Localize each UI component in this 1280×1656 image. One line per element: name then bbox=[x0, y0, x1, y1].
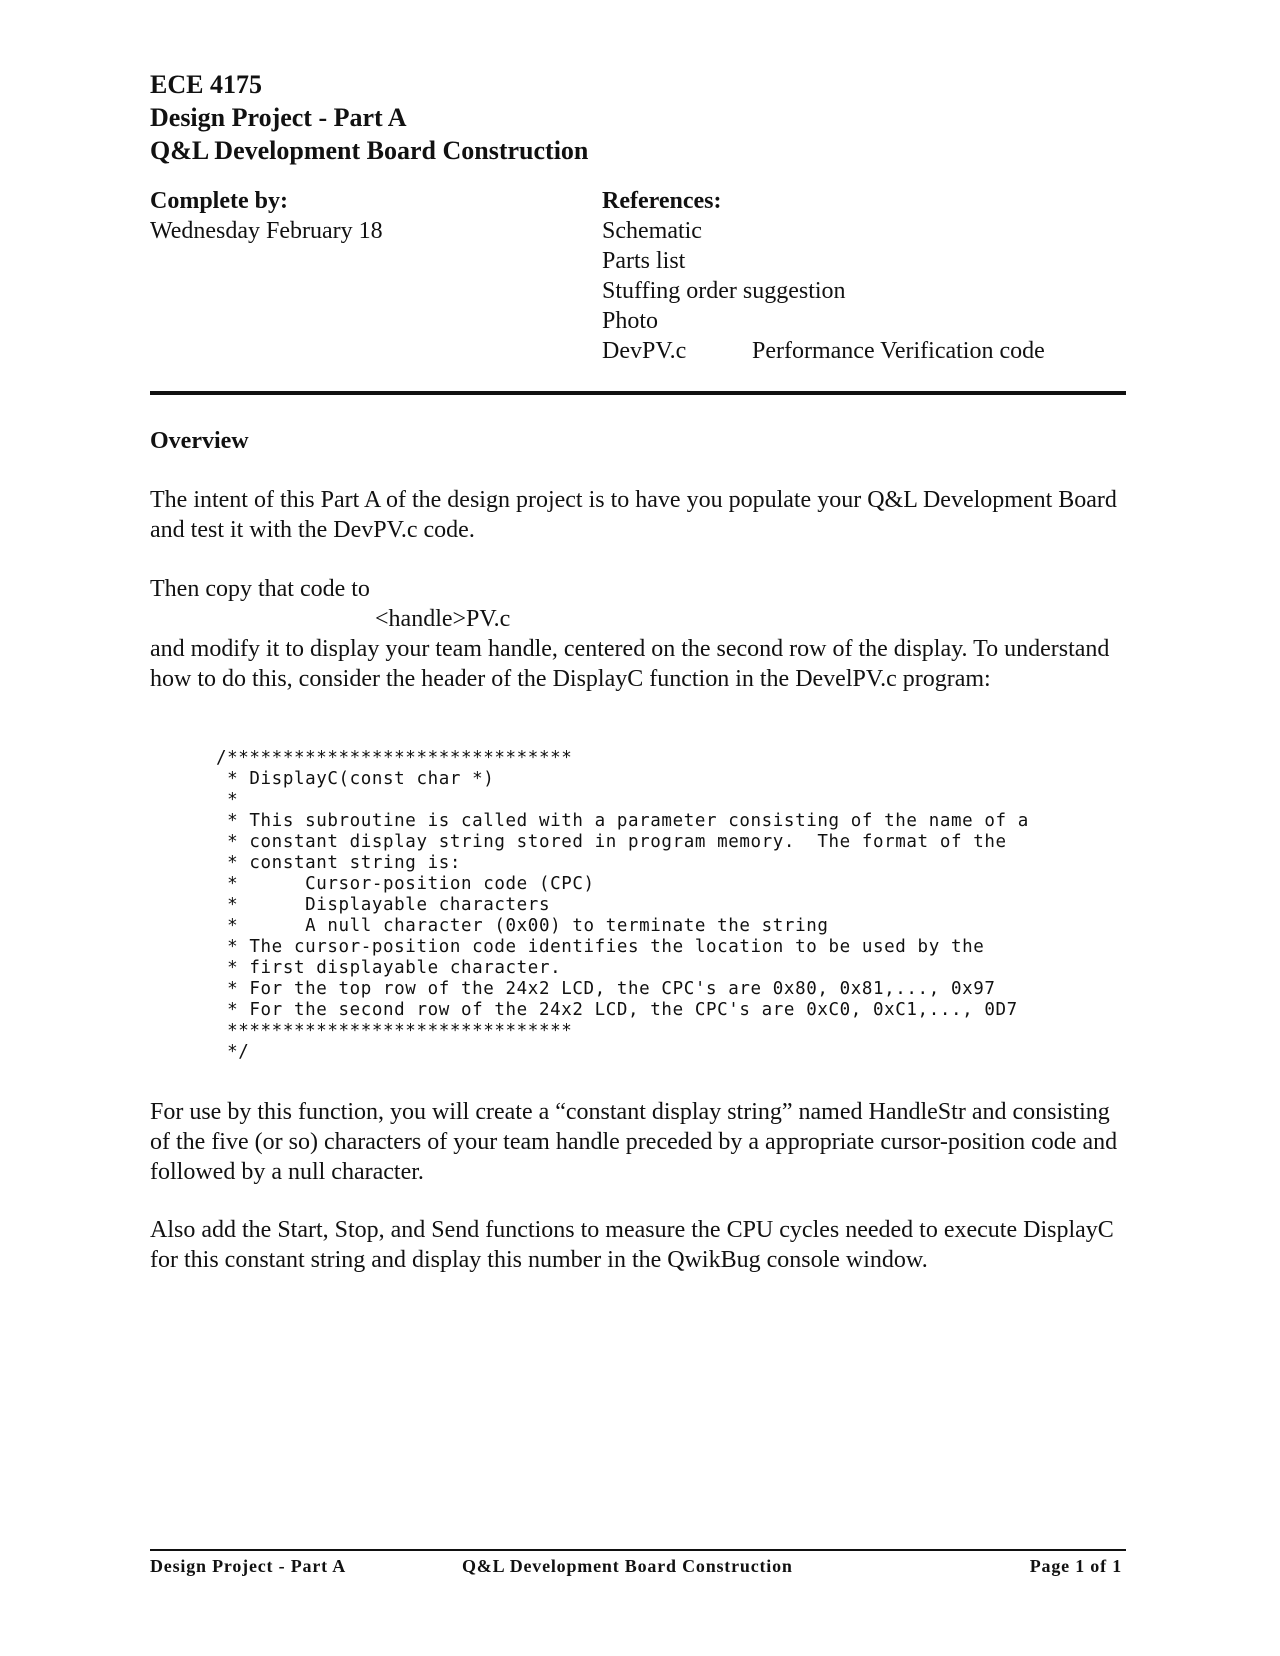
cycle-measure-paragraph: Also add the Start, Stop, and Send functions to measure the CPU cycles needed to execute DisplayC for this constant string and display this number in the QwikBug console window. bbox=[150, 1217, 1114, 1273]
document-title bbox=[150, 68, 588, 167]
footer-page-number: Page 1 of 1 bbox=[1029, 1556, 1122, 1576]
reference-name: Photo bbox=[602, 308, 659, 334]
reference-description: Performance Verification code bbox=[752, 338, 1045, 364]
complete-by-label: Complete by: bbox=[150, 188, 288, 214]
course-number: ECE 4175 bbox=[150, 70, 262, 99]
header-divider bbox=[150, 391, 1126, 395]
reference-name: Parts list bbox=[602, 248, 686, 274]
reference-item bbox=[602, 306, 1045, 336]
project-title: Design Project - Part A bbox=[150, 103, 407, 132]
modify-instruction: and modify it to display your team handle, centered on the second row of the display. To understand how to do this, consider the header of the DisplayC function in the DevelPV.c program: bbox=[150, 636, 1110, 692]
reference-name: DevPV.c bbox=[602, 338, 687, 364]
references-section bbox=[602, 186, 1045, 366]
reference-item bbox=[602, 246, 1045, 276]
reference-name: Schematic bbox=[602, 218, 702, 244]
target-filename: <handle>PV.c bbox=[375, 606, 511, 632]
project-subtitle: Q&L Development Board Construction bbox=[150, 136, 589, 165]
footer-left: Design Project - Part A bbox=[150, 1556, 347, 1576]
references-label: References: bbox=[602, 188, 722, 214]
footer-center: Q&L Development Board Construction bbox=[462, 1556, 793, 1576]
copy-instruction: Then copy that code to bbox=[150, 576, 370, 602]
footer-divider bbox=[150, 1549, 1126, 1551]
reference-item bbox=[602, 276, 1045, 306]
complete-by-section bbox=[150, 186, 383, 246]
reference-item bbox=[602, 336, 1045, 366]
intro-paragraph: The intent of this Part A of the design project is to have you populate your Q&L Development Board and test it with the DevPV.c code. bbox=[150, 487, 1117, 543]
due-date: Wednesday February 18 bbox=[150, 218, 383, 244]
code-block: /******************************* * DisplayC(const char *) * * This subroutine is called with a parameter consisting of the name of a * constant display string stored in program memory. The format of the * constant string is: * Cursor-position code (CPC) * Displayable characters * A null character (0x00) to terminate the string * The cursor-position code identifies the location to be used by the * first displayable character. * For the top row of the 24x2 LCD, the CPC's are 0x80, 0x81,..., 0x97 * For the second row of the 24x2 LCD, the CPC's are 0xC0, 0xC1,..., 0D7 ******************************* */ bbox=[216, 748, 1029, 1062]
reference-name: Stuffing order suggestion bbox=[602, 278, 846, 304]
handle-string-paragraph: For use by this function, you will create a “constant display string” named HandleStr and consisting of the five (or so) characters of your team handle preceded by a appropriate cursor-position code and followed by a null character. bbox=[150, 1099, 1118, 1185]
overview-heading: Overview bbox=[150, 428, 249, 454]
reference-item bbox=[602, 216, 1045, 246]
